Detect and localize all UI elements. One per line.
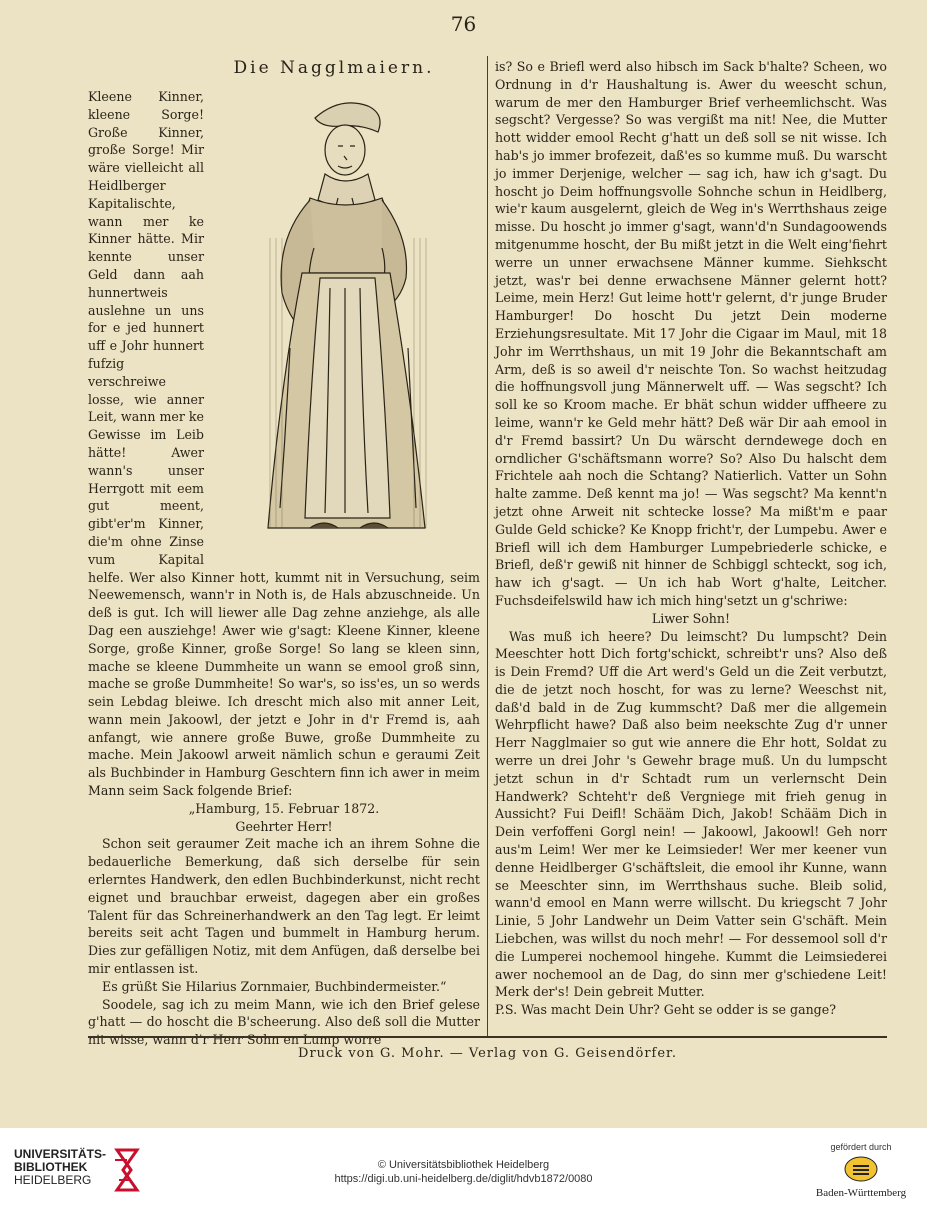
reply-salutation: Liwer Sohn! (651, 610, 731, 626)
letter-closing: Es grüßt Sie Hilarius Zornmaier, Buchbindermeister.“ (102, 978, 447, 994)
state-emblem-icon (844, 1156, 878, 1182)
left-paragraph-1: Kleene Kinner, kleene Sorge! Große Kinner, große Sorge! Mir wäre vielleicht all Heidlberger Kapitalischte, wann mer ke Kinner hätte. Mir kennte unser Geld dann aah hunnertweis auslehne un uns for e jed hunnert uff e Johr hunnert fufzig verschreiwe losse, wie anner Leit, wann mer ke Gewisse im Leib hätte! Awer wann's unser Herrgott mit eem gut meent, gibt'er'm Kinner, die'm ohne Zinse vum Kapital helfe. Wer also Kinner hott, kummt nit in Versuchung, seim Neewemensch, wann'r in Noth is, de Hals abzuschneide. Un deß is gut. Ich will liewer alle Dag zehne anziehge, als alle Dag een ausziehge! Awer wie g'sagt: Kleene Kinner, kleene Sorge, große Kinner, große Sorge! So lang se kleen sinn, mache se kleene Dummheite un wann se emool groß sinn, mache se große Dummheite! So war's, so iss'es, un so werds sein Lebdag bleiwe. Ich drescht mich also mit anner Leit, wann mein Jakoowl, der jetzt e Johr in d'r Fremd is, aah anfangt, wie annere große Buwe, große Dummheite zu mache. Mein Jakoowl arweit nämlich schun e geraumi Zeit als Buchbinder in Hamburg Geschtern finn ich awer in meim Mann seim Sack folgende Brief: (88, 89, 480, 799)
left-column (88, 58, 480, 1048)
imprint: Druck von G. Mohr. — Verlag von G. Geisendörfer. (298, 1046, 677, 1061)
bottom-rule (88, 1036, 887, 1038)
letter-salutation: Geehrter Herr! (235, 818, 333, 834)
copyright-block (0, 1158, 927, 1186)
reply-body: Was muß ich heere? Du leimscht? Du lumpscht? Dein Meeschter hott Dich fortg'schickt, schreibt'r uns? Also deß is Dein Fremd? Uff die Art werd's Geld un die Zeit verbutzt, die de jetzt noch hoscht, for was zu lerne? Weeschst nit, daß'd bald in de Zug kummscht? Daß mer die allgemein Wehrpflicht hawe? Daß also beim neekschte Zug d'r unner Herr Nagglmaier so gut wie annere die Ehr hott, Soldat zu werre un drei Johr 's Gewehr brage muß. Un du lumpscht jetzt schun in d'r Schtadt rum un verlernscht Dein Handwerk? Schteht'r deß Vergniege mit frieh genug in Aussicht? Fui Deifl! Schääm Dich, Jakob! Schääm Dich in Dein verfoffeni Gorgl nein! — Jakoowl, Jakoowl! Geh norr aus'm Leim! Wer mer ke Leimsieder! Wer mer keener vun denne Heidlberger G'schäftsleit, die emool ihr Kunne, wann se Meeschter sinn, im Werrthshaus suche. Bleib solid, wann'd emool en Mann werre willscht. Du kriegscht 7 Johr Linie, 5 Johr Landwehr un Deim Vatter sein G'schäft. Mein Liebchen, was willst du noch mehr! — For dessemool soll d'r die Lumperei nochemool hingehe. Kummt die Leimsiederei awer nochemool an de Dag, do sinn mer g'schiedene Leit! Merk der's! Dein gebreit Mutter. (495, 628, 887, 1000)
funded-by-label: gefördert durch (830, 1142, 892, 1152)
article-title: Die Nagglmaiern. (233, 58, 435, 78)
letter-body: Schon seit geraumer Zeit mache ich an ihrem Sohne die bedauerliche Bemerkung, daß sich derselbe für sein erlerntes Handwerk, den edlen Buchbinderkunst, nicht recht eignet und brauchbar erweist, dagegen aber ein großes Talent für das Schreinerhandwerk an den Tag legt. Er leimt bereits seit acht Tagen und bummelt in Hamburg herum. Dies zur gefälligen Notiz, mit dem Anfügen, daß derselbe bei mir entlassen ist. (88, 836, 480, 977)
funding-block (811, 1142, 911, 1199)
right-column (495, 58, 887, 1028)
library-name-line3: HEIDELBERG (14, 1173, 92, 1187)
library-name-line2: BIBLIOTHEK (14, 1160, 88, 1174)
letter-dateline: „Hamburg, 15. Februar 1872. (188, 800, 380, 816)
column-divider (487, 56, 488, 1036)
permalink[interactable]: https://digi.ub.uni-heidelberg.de/diglit/hdvb1872/0080 (334, 1173, 593, 1185)
funder-name: Baden-Württemberg (815, 1187, 907, 1199)
copyright-text: © Universitätsbibliothek Heidelberg (377, 1159, 550, 1171)
left-paragraph-after-letter: Soodele, sag ich zu meim Mann, wie ich den Brief gelese g'hatt — do hoscht die B'scheerung. Also deß soll die Mutter nit wisse, wann d'r Herr Sohn en Lump worre (88, 996, 480, 1048)
page-number: 76 (450, 12, 477, 36)
right-paragraph-1: is? So e Briefl werd also hibsch im Sack b'halte? Scheen, wo Ordnung in d'r Haushaltung is. Awer du weescht schun, warum de mer den Hamburger Brief verheemlichscht. Was segscht? Vergesse? So was vergißt ma nit! Nee, die Mutter hott widder emool Recht g'hatt un deß soll se nit wisse. Ich hab's jo immer brofezeit, daß'es so kumme muß. Du warscht jo immer Derjenige, welcher — sag ich, haw ich g'sagt. Du hoscht jo Deim hoffnungsvolle Sohnche schun in Heidlberg, wie'r kaum ausgelernt, gleich de Weg in's Werrthshaus zeige misse. Du hoscht jo immer g'sagt, wann'd'n Sundagoowends mitgenumme hoscht, der Bu mißt jetzt in die Welt eing'fiehrt werre un unner erwachsene Männer kumme. Siehkscht jetzt, was'r bei denne erwachsene Männer gelernt hott? Leime, mein Herz! Gut leime hott'r gelernt, d'r junge Bruder Hamburger! Do hoscht Du jetzt Dein moderne Erziehungsresultate. Mit 17 Johr die Cigaar im Maul, mit 18 Johr im Werrthshaus, un mit 19 Johr die Bekanntschaft am Arm, deß is so aweil d'r neischte Ton. So wachst heitzudag die hoffnungsvoll jung Männerwelt uff. — Was segscht? Ich soll ke so Kroom mache. Er bhät schun widder uffheere zu leime, wann'r ke Geld mehr hätt? Deß wär Dir aah emool in d'r Fremd bassirt? Un Du wärscht derndewege doch en orndlicher G'schäftsmann worre? So? Also Du halscht dem Frichtele aah noch die Schtang? Natierlich. Vatter un Sohn halte zamme. Deß kennt ma jo! — Was segscht? Ma kennt'n jetzt ohne Arweit nit schtecke losse? Ma mißt'm e paar Gulde Geld schicke? Ke Knopp fricht'r, der Lumpebu. Awer e Briefl will ich dem Hamburger Lumpebriederle schicke, e Briefl, deß'r gewiß nit hinner de Schbiggl schteckt, sog ich, haw ich g'sagt. — Un ich hab Wort g'halte, Leitcher. Fuchsdeifelswild haw ich mich hing'setzt un g'schriwe: (495, 59, 887, 608)
library-name-line1: UNIVERSITÄTS- (14, 1147, 107, 1161)
woman-illustration (210, 88, 480, 548)
footer-bar (0, 1128, 927, 1205)
postscript: P.S. Was macht Dein Uhr? Geht se odder is se gange? (495, 1002, 836, 1018)
